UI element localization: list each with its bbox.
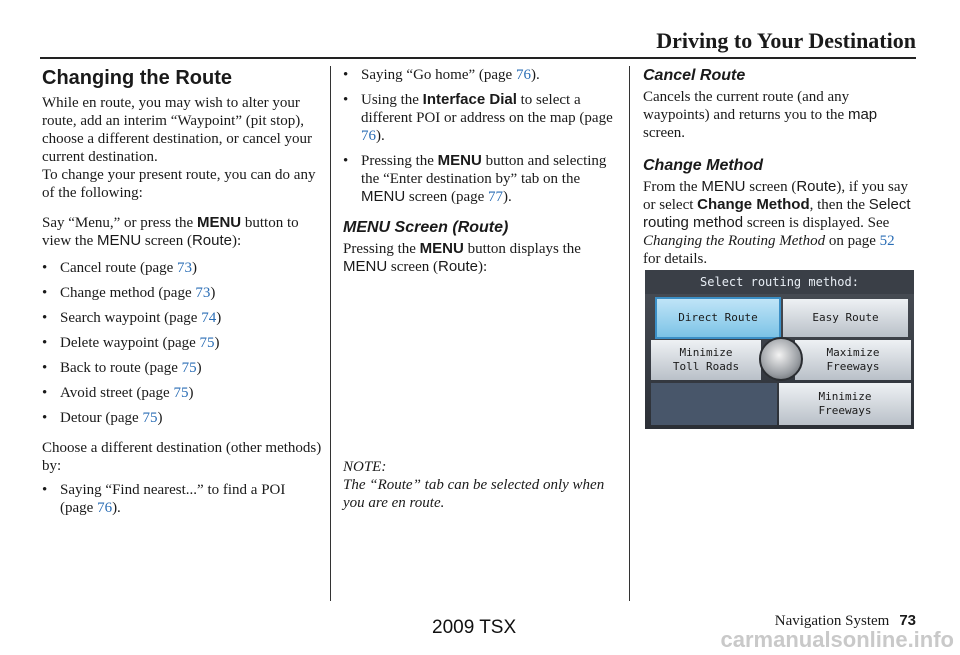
direct-route-button: Direct Route [655,297,781,339]
subsection-heading: Cancel Route [643,67,746,84]
page-link[interactable]: 73 [195,285,211,301]
watermark: carmanualsonline.info [720,627,954,652]
note-label: NOTE: [343,459,387,475]
text: button to view the [42,215,299,249]
option-list [42,259,322,427]
easy-route-button: Easy Route [783,299,908,337]
list-item-text: Delete waypoint (page [60,335,200,351]
list-item: • Detour (page 75) [42,409,322,427]
intro-paragraph-2: To change your present route, you can do any of the following: [42,167,316,201]
list-item: • Back to route (page 75) [42,359,322,377]
text: Using the [361,92,423,108]
page-link[interactable]: 76 [97,500,113,516]
button-line: Freeways [818,404,872,417]
menu-screen-paragraph [343,240,618,276]
menu-screen-name: MENU [701,178,746,195]
column-2 [343,66,618,276]
header-rule [40,57,916,59]
text: screen is displayed. See [743,215,890,231]
menu-button-name: MENU [196,214,242,231]
choose-paragraph: Choose a different destination (other methods) by: [42,440,322,474]
list-item-text: Saying “Find nearest...” to find a POI (page [60,482,286,516]
text: ): [478,259,488,275]
interface-dial-icon [759,337,803,381]
menu-button-name: MENU [437,152,482,169]
page-link[interactable]: 75 [173,385,189,401]
change-method-paragraph [643,178,915,268]
list-item: • Using the Interface Dial to select a different POI or address on the map (page 76). [343,91,618,145]
text: on page [825,233,880,249]
text: From the [643,179,702,195]
cancel-route-paragraph [643,88,915,142]
column-divider [629,66,630,601]
text: ): [232,233,242,249]
list-item-text: Change method (page [60,285,196,301]
text: screen ( [745,179,797,195]
change-method-name: Change Method [697,196,810,213]
list-item: • Change method (page 73) [42,284,322,302]
page-link[interactable]: 75 [142,410,158,426]
column-1 [42,66,322,517]
footer-label: Navigation System [774,613,890,629]
menu-button-name: MENU [419,240,464,257]
button-line: Maximize [826,346,880,359]
page-link[interactable]: 76 [361,128,376,144]
list-item: • Cancel route (page 73) [42,259,322,277]
button-line: Freeways [826,360,880,373]
text: button displays the [463,241,581,257]
note-text: The “Route” tab can be selected only when you are en route. [343,477,605,511]
column-3 [643,66,915,268]
list-item-text: Detour (page [60,410,143,426]
button-line: Minimize [818,390,872,403]
method-list [343,66,618,206]
subsection-heading: Change Method [643,157,763,174]
list-item-text: Avoid street (page [60,385,174,401]
say-menu-paragraph [42,214,322,250]
map-screen-name: map [847,106,878,123]
text: ), if you say or select [643,179,909,213]
page-link[interactable]: 73 [177,260,193,276]
menu-screen-name: MENU [361,188,406,205]
section-heading: Changing the Route [42,67,232,89]
intro-paragraph: While en route, you may wish to alter your route, add an interim “Waypoint” (pit stop), choose a different destination, or cancel your current destination. [42,95,313,165]
note-block [343,458,613,512]
button-line: Toll Roads [672,360,740,373]
page-link[interactable]: 75 [181,360,197,376]
button-line: Minimize [679,346,733,359]
page-title: Driving to Your Destination [656,28,916,53]
text: to select a different POI or address on the map (page [361,92,613,126]
routing-method-screen-image [645,270,914,429]
screen-title: Select routing method: [645,270,914,294]
page-link[interactable]: 75 [199,335,215,351]
list-item: • Delete waypoint (page 75) [42,334,322,352]
text: button and selecting the “Enter destination by” tab on the [361,153,607,187]
footer-model: 2009 TSX [432,617,517,638]
list-item-text: Back to route (page [60,360,182,376]
list-item-text: Search waypoint (page [60,310,202,326]
list-item: • Avoid street (page 75) [42,384,322,402]
select-routing-method-name: Select routing method [643,196,911,231]
page-number: 73 [899,612,916,629]
minimize-toll-roads-button [651,340,761,380]
empty-panel [651,383,777,425]
choose-list [42,481,322,517]
list-item: • Pressing the MENU button and selecting the “Enter destination by” tab on the MENU screen (page 77). [343,152,618,206]
list-item: • Saying “Find nearest...” to find a POI (page 76). [42,481,322,517]
text: , then the [809,197,869,213]
page-link[interactable]: 74 [201,310,217,326]
text: Pressing the [343,241,420,257]
subsection-heading: MENU Screen (Route) [343,219,509,236]
column-divider [330,66,331,601]
maximize-freeways-button [795,340,911,380]
menu-screen-name: MENU [343,258,388,275]
menu-screen-name: MENU [96,232,142,249]
route-tab-name: Route [191,232,232,249]
interface-dial-name: Interface Dial [422,91,517,108]
text: screen. [643,125,686,141]
page-link[interactable]: 52 [879,233,895,249]
text: screen ( [141,233,192,249]
text: for details. [643,251,708,267]
page-link[interactable]: 77 [488,189,504,205]
list-item-text: Saying “Go home” (page [361,67,516,83]
text: screen ( [387,259,438,275]
text: Pressing the [361,153,438,169]
cross-reference: Changing the Routing Method [643,233,826,249]
text: Say “Menu,” or press the [42,215,197,231]
text: Cancels the current route (and any waypoints) and returns you to the [643,89,850,123]
list-item: • Saying “Go home” (page 76). [343,66,618,84]
list-item: • Search waypoint (page 74) [42,309,322,327]
minimize-freeways-button [779,383,911,425]
page-link[interactable]: 76 [515,67,531,83]
list-item-text: Cancel route (page [60,260,178,276]
route-tab-name: Route [437,258,479,275]
text: screen (page [405,189,489,205]
route-tab-name: Route [796,178,837,195]
